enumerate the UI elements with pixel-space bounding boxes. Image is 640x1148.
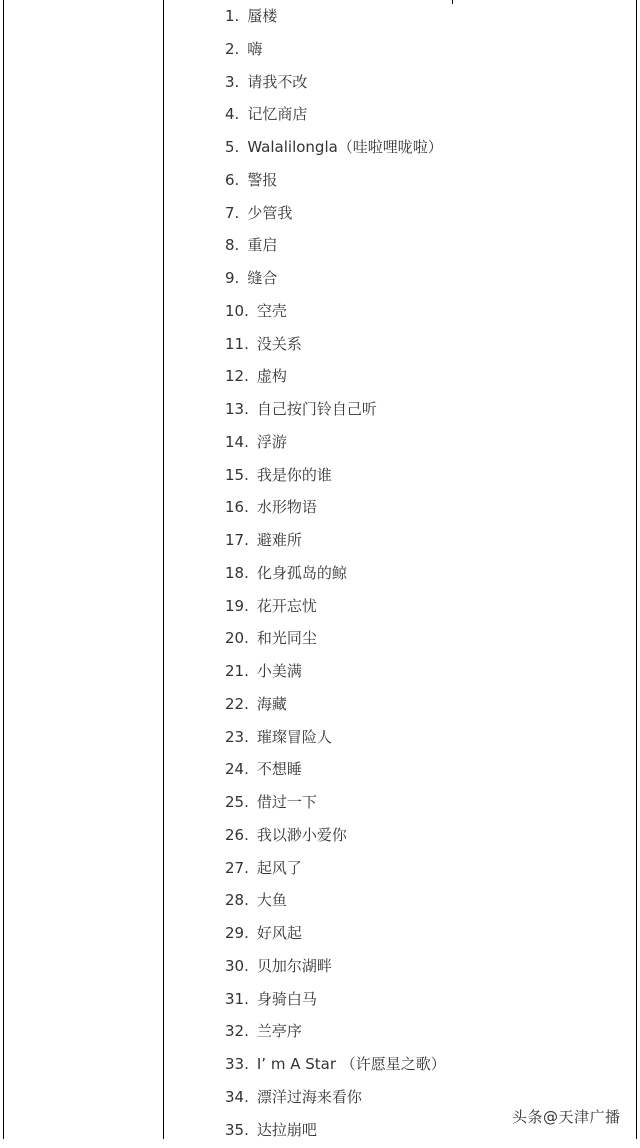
song-number: 12. bbox=[225, 362, 249, 390]
song-number: 17. bbox=[225, 526, 249, 554]
list-item bbox=[225, 1050, 446, 1083]
list-item bbox=[225, 428, 446, 461]
song-number: 2. bbox=[225, 35, 239, 63]
song-title: 身骑白马 bbox=[257, 990, 317, 1008]
song-title: 兰亭序 bbox=[257, 1022, 302, 1040]
song-title: 花开忘忧 bbox=[257, 597, 317, 615]
song-number: 33. bbox=[225, 1050, 249, 1078]
song-title: 嗨 bbox=[247, 40, 262, 58]
list-item bbox=[225, 395, 446, 428]
list-item bbox=[225, 755, 446, 788]
song-title: 我是你的谁 bbox=[257, 466, 332, 484]
song-title: 浮游 bbox=[257, 433, 287, 451]
song-title: I’ m A Star （许愿星之歌） bbox=[257, 1055, 446, 1073]
list-item bbox=[225, 133, 446, 166]
song-number: 27. bbox=[225, 854, 249, 882]
song-number: 25. bbox=[225, 788, 249, 816]
list-item bbox=[225, 68, 446, 101]
song-title: 虚构 bbox=[257, 367, 287, 385]
song-number: 7. bbox=[225, 199, 239, 227]
song-number: 19. bbox=[225, 592, 249, 620]
list-item bbox=[225, 2, 446, 35]
song-number: 21. bbox=[225, 657, 249, 685]
song-title: 请我不改 bbox=[247, 73, 307, 91]
list-item bbox=[225, 264, 446, 297]
watermark: 头条@天津广播 bbox=[512, 1106, 621, 1127]
song-title: 记忆商店 bbox=[247, 105, 307, 123]
song-title: 水形物语 bbox=[257, 498, 317, 516]
song-number: 5. bbox=[225, 133, 239, 161]
song-title: 避难所 bbox=[257, 531, 302, 549]
list-item bbox=[225, 231, 446, 264]
list-item bbox=[225, 297, 446, 330]
list-item bbox=[225, 526, 446, 559]
song-number: 31. bbox=[225, 985, 249, 1013]
song-list bbox=[225, 2, 446, 1148]
list-item bbox=[225, 362, 446, 395]
song-number: 11. bbox=[225, 330, 249, 358]
song-title: 借过一下 bbox=[257, 793, 317, 811]
list-item bbox=[225, 1083, 446, 1116]
song-title: 璀璨冒险人 bbox=[257, 728, 332, 746]
song-title: 达拉崩吧 bbox=[257, 1121, 317, 1139]
song-title: 贝加尔湖畔 bbox=[257, 957, 332, 975]
song-title: 少管我 bbox=[247, 204, 292, 222]
song-number: 9. bbox=[225, 264, 239, 292]
song-title: 缝合 bbox=[247, 269, 277, 287]
song-title: 好风起 bbox=[257, 924, 302, 942]
song-number: 13. bbox=[225, 395, 249, 423]
song-title: 我以渺小爱你 bbox=[257, 826, 347, 844]
song-title: 空壳 bbox=[257, 302, 287, 320]
song-number: 26. bbox=[225, 821, 249, 849]
song-title: 和光同尘 bbox=[257, 629, 317, 647]
song-number: 30. bbox=[225, 952, 249, 980]
song-title: 警报 bbox=[247, 171, 277, 189]
list-item bbox=[225, 100, 446, 133]
list-item bbox=[225, 886, 446, 919]
song-title: Walalilongla（哇啦哩咙啦） bbox=[247, 138, 443, 156]
song-title: 没关系 bbox=[257, 335, 302, 353]
song-number: 20. bbox=[225, 624, 249, 652]
list-item bbox=[225, 592, 446, 625]
table-border-middle bbox=[163, 0, 164, 1139]
song-number: 34. bbox=[225, 1083, 249, 1111]
song-title: 起风了 bbox=[257, 859, 302, 877]
song-number: 32. bbox=[225, 1017, 249, 1045]
list-item bbox=[225, 657, 446, 690]
list-item bbox=[225, 624, 446, 657]
song-number: 29. bbox=[225, 919, 249, 947]
table-border-right bbox=[636, 0, 637, 1139]
song-number: 8. bbox=[225, 231, 239, 259]
list-item bbox=[225, 493, 446, 526]
song-number: 24. bbox=[225, 755, 249, 783]
list-item bbox=[225, 723, 446, 756]
list-item bbox=[225, 461, 446, 494]
song-number: 6. bbox=[225, 166, 239, 194]
song-title: 大鱼 bbox=[257, 891, 287, 909]
table-border-left bbox=[3, 0, 4, 1139]
list-item bbox=[225, 788, 446, 821]
list-item bbox=[225, 330, 446, 363]
song-title: 小美满 bbox=[257, 662, 302, 680]
list-item bbox=[225, 199, 446, 232]
list-item bbox=[225, 919, 446, 952]
table-border-stub bbox=[452, 0, 453, 4]
song-number: 15. bbox=[225, 461, 249, 489]
song-number: 1. bbox=[225, 2, 239, 30]
song-title: 化身孤岛的鲸 bbox=[257, 564, 347, 582]
song-number: 28. bbox=[225, 886, 249, 914]
song-number: 16. bbox=[225, 493, 249, 521]
list-item bbox=[225, 985, 446, 1018]
song-title: 不想睡 bbox=[257, 760, 302, 778]
song-title: 蜃楼 bbox=[247, 7, 277, 25]
song-number: 4. bbox=[225, 100, 239, 128]
list-item bbox=[225, 854, 446, 887]
song-title: 漂洋过海来看你 bbox=[257, 1088, 362, 1106]
song-title: 海藏 bbox=[257, 695, 287, 713]
list-item bbox=[225, 952, 446, 985]
list-item bbox=[225, 35, 446, 68]
list-item bbox=[225, 559, 446, 592]
list-item bbox=[225, 1017, 446, 1050]
list-item bbox=[225, 821, 446, 854]
song-number: 23. bbox=[225, 723, 249, 751]
list-item bbox=[225, 1116, 446, 1148]
song-title: 自己按门铃自己听 bbox=[257, 400, 377, 418]
song-number: 35. bbox=[225, 1116, 249, 1144]
song-number: 10. bbox=[225, 297, 249, 325]
list-item bbox=[225, 166, 446, 199]
song-number: 18. bbox=[225, 559, 249, 587]
song-number: 3. bbox=[225, 68, 239, 96]
list-item bbox=[225, 690, 446, 723]
song-number: 22. bbox=[225, 690, 249, 718]
song-number: 14. bbox=[225, 428, 249, 456]
song-title: 重启 bbox=[247, 236, 277, 254]
